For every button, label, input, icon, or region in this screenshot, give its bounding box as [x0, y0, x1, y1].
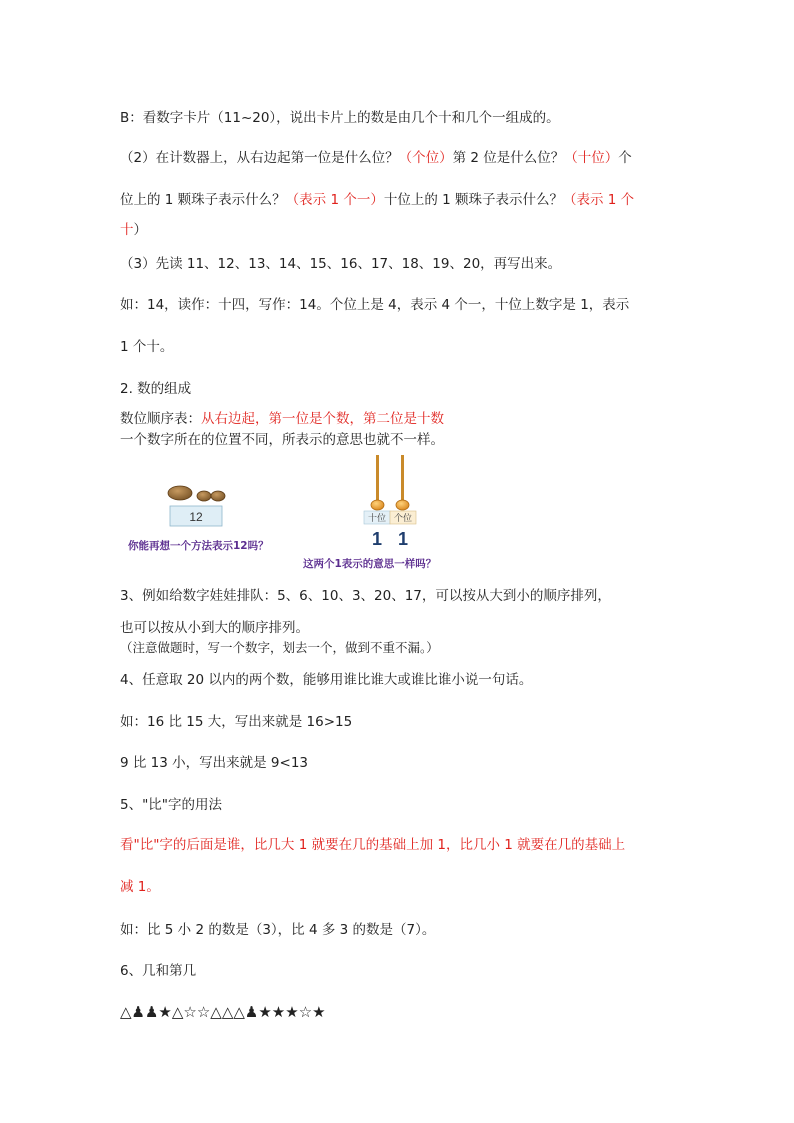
- line-place-value-table: [120, 409, 444, 429]
- right-caption: 这两个1表示的意思一样吗？: [303, 558, 437, 570]
- answer-one-ten: （表示 1 个: [563, 192, 635, 208]
- line-bi-rule-end: 减 1。: [120, 879, 160, 895]
- answer-one-unit: （表示 1 个一）: [285, 192, 384, 208]
- line-ordering: 3、例如给数字娃娃排队：5、6、10、3、20、17，可以按从大到小的顺序排列，: [120, 588, 611, 604]
- line-compare-task: 4、任意取 20 以内的两个数，能够用谁比谁大或谁比谁小说一句话。: [120, 672, 533, 688]
- section-number-composition: 2. 数的组成: [120, 381, 192, 397]
- line-bead-answer-end: [120, 220, 147, 240]
- text: 位上的 1 颗珠子表示什么？: [120, 192, 286, 208]
- place-value-rule: 从右边起，第一位是个数，第二位是十数: [201, 411, 444, 427]
- text: 个: [618, 150, 632, 166]
- line-position-meaning: 一个数字所在的位置不同，所表示的意思也就不一样。: [120, 432, 444, 448]
- line-note: （注意做题时，写一个数字，划去一个，做到不重不漏。）: [120, 640, 439, 655]
- text: （2）在计数器上，从右边起第一位是什么位？: [120, 150, 399, 166]
- answer-tens: （十位）: [564, 150, 619, 166]
- line-bi-rule: 看"比"字的后面是谁，比几大 1 就要在几的基础上加 1，比几小 1 就要在几的基础上: [120, 837, 626, 853]
- left-caption: 你能再想一个方法表示12吗？: [128, 540, 269, 552]
- section-how-many-which: 6、几和第几: [120, 963, 197, 979]
- line-read-numbers: （3）先读 11、12、13、14、15、16、17、18、19、20，再写出来。: [120, 256, 562, 272]
- line-bi-example: 如：比 5 小 2 的数是（3），比 4 多 3 的数是（7）。: [120, 922, 436, 938]
- stones-icon: [168, 486, 225, 501]
- shapes-sequence: △♟♟★△☆☆△△△♟★★★☆★: [120, 1003, 326, 1021]
- line-compare-example-2: 9 比 13 小，写出来就是 9<13: [120, 755, 309, 771]
- abacus-icon: [371, 455, 409, 510]
- line-counter-question: [120, 148, 632, 168]
- tens-label: 十位: [367, 514, 387, 524]
- line-compare-example-1: 如：16 比 15 大，写出来就是 16>15: [120, 714, 353, 730]
- answer-ten-char: 十: [120, 222, 134, 238]
- number-card-value: 12: [189, 510, 203, 524]
- text: 第 2 位是什么位？: [452, 150, 565, 166]
- text: 十位上的 1 颗珠子表示什么？: [383, 192, 564, 208]
- line-one-ten: 1 个十。: [120, 339, 174, 355]
- place-value-illustration: [120, 455, 465, 575]
- ones-digit: 1: [397, 529, 409, 549]
- tens-digit: 1: [371, 529, 383, 549]
- text: ）: [133, 222, 147, 238]
- line-card-reading: B：看数字卡片（11~20），说出卡片上的数是由几个十和几个一组成的。: [120, 110, 560, 126]
- ones-bead: [396, 500, 409, 510]
- line-bead-question: [120, 190, 634, 210]
- text: 数位顺序表：: [120, 411, 201, 427]
- answer-ones: （个位）: [398, 150, 453, 166]
- tens-bead: [371, 500, 384, 510]
- section-bi-usage: 5、"比"字的用法: [120, 797, 223, 813]
- line-example-14: 如：14，读作：十四，写作：14。个位上是 4，表示 4 个一，十位上数字是 1，表示: [120, 297, 630, 313]
- line-ordering-2: 也可以按从小到大的顺序排列。: [120, 620, 309, 636]
- ones-label: 个位: [393, 514, 413, 524]
